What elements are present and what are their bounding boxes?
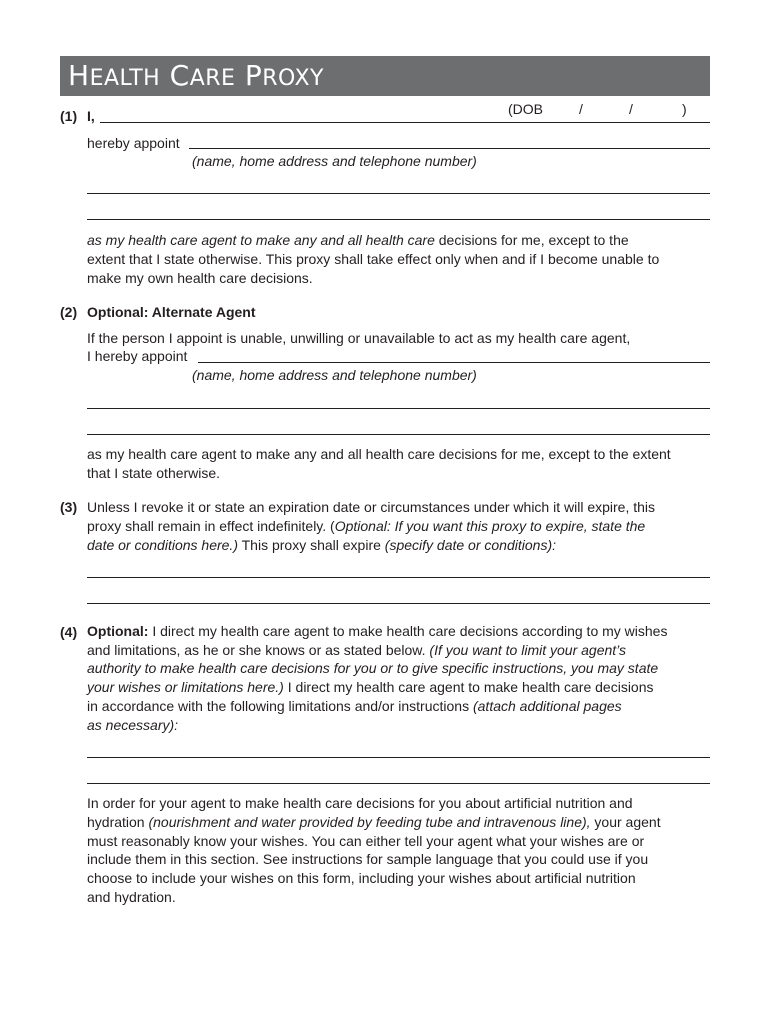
section-4-line-6: as necessary): bbox=[87, 717, 179, 733]
section-4-line-5: in accordance with the following limitations and/or instructions (attach additional pages bbox=[87, 698, 622, 714]
section-2-number: (2) bbox=[60, 304, 78, 320]
principal-name-line[interactable] bbox=[100, 122, 710, 123]
expiration-line-1[interactable] bbox=[87, 577, 710, 578]
expiration-line-2[interactable] bbox=[87, 603, 710, 604]
agent-address-line-1[interactable] bbox=[87, 193, 710, 194]
section-4-line-1: Optional: I direct my health care agent to make health care decisions according to my wishes bbox=[87, 623, 668, 639]
hereby-appoint-label: hereby appoint bbox=[87, 135, 180, 151]
section-2-intro: If the person I appoint is unable, unwilling or unavailable to act as my health care agent, bbox=[87, 330, 631, 346]
dob-label: (DOB bbox=[508, 101, 543, 117]
dob-slash-1: / bbox=[579, 101, 583, 117]
dob-close: ) bbox=[682, 101, 687, 117]
section-1-i-label: I, bbox=[87, 108, 95, 124]
section-3-line-1: Unless I revoke it or state an expiration date or circumstances under which it will expire, this bbox=[87, 499, 656, 515]
section-4-number: (4) bbox=[60, 624, 78, 640]
section-1-number: (1) bbox=[60, 108, 78, 124]
nutrition-paragraph-line-1: In order for your agent to make health care decisions for you about artificial nutrition and bbox=[87, 795, 633, 811]
nutrition-paragraph-line-2: hydration (nourishment and water provided by feeding tube and intravenous line), your agent bbox=[87, 814, 661, 830]
section-4-line-4: your wishes or limitations here.) I direct my health care agent to make health care decisions bbox=[87, 679, 654, 695]
section-3-number: (3) bbox=[60, 499, 78, 515]
alternate-address-line-2[interactable] bbox=[87, 434, 710, 435]
title-bar bbox=[60, 56, 710, 96]
instructions-line-2[interactable] bbox=[87, 783, 710, 784]
section-2-heading: Optional: Alternate Agent bbox=[87, 304, 256, 320]
section-1-paragraph-line-1: as my health care agent to make any and all health care decisions for me, except to the bbox=[87, 232, 629, 248]
section-1-paragraph-line-3: make my own health care decisions. bbox=[87, 270, 313, 286]
alternate-agent-name-line[interactable] bbox=[198, 362, 710, 363]
alternate-address-line-1[interactable] bbox=[87, 408, 710, 409]
agent-address-line-2[interactable] bbox=[87, 219, 710, 220]
alternate-agent-hint: (name, home address and telephone number) bbox=[192, 367, 477, 383]
nutrition-paragraph-line-4: include them in this section. See instructions for sample language that you could use if you bbox=[87, 851, 649, 867]
section-3-line-2: proxy shall remain in effect indefinitely. (Optional: If you want this proxy to expire, state the bbox=[87, 518, 646, 534]
nutrition-paragraph-line-5: choose to include your wishes on this form, including your wishes about artificial nutrition bbox=[87, 870, 636, 886]
section-4-line-2: and limitations, as he or she knows or as stated below. (If you want to limit your agent’s bbox=[87, 642, 627, 658]
nutrition-paragraph-line-3: must reasonably know your wishes. You can either tell your agent what your wishes are or bbox=[87, 833, 645, 849]
section-3-line-3: date or conditions here.) This proxy shall expire (specify date or conditions): bbox=[87, 537, 556, 553]
section-4-line-3: authority to make health care decisions for you or to give specific instructions, you may state bbox=[87, 660, 659, 676]
section-1-paragraph-line-2: extent that I state otherwise. This proxy shall take effect only when and if I become unable to bbox=[87, 251, 660, 267]
agent-name-line[interactable] bbox=[189, 148, 710, 149]
section-2-paragraph-line-1: as my health care agent to make any and all health care decisions for me, except to the extent bbox=[87, 446, 671, 462]
form-title: HEALTH CARE PROXY bbox=[68, 59, 324, 92]
instructions-line-1[interactable] bbox=[87, 757, 710, 758]
nutrition-paragraph-line-6: and hydration. bbox=[87, 889, 176, 905]
alternate-appoint-label: I hereby appoint bbox=[87, 348, 188, 364]
dob-slash-2: / bbox=[629, 101, 633, 117]
section-2-paragraph-line-2: that I state otherwise. bbox=[87, 465, 221, 481]
agent-name-hint: (name, home address and telephone number) bbox=[192, 153, 477, 169]
